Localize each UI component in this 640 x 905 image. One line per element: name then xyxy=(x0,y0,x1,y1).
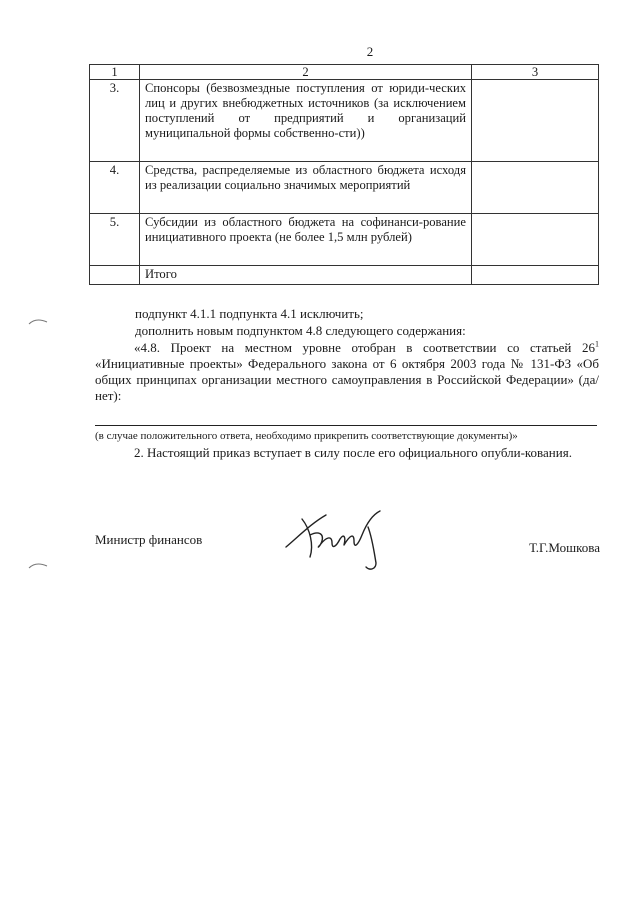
sources-table xyxy=(89,64,599,285)
table-row xyxy=(90,214,599,266)
paragraph-effective: 2. Настоящий приказ вступает в силу после его официального опубли-кования. xyxy=(134,445,572,460)
footnote: (в случае положительного ответа, необходимо прикрепить соответствующие документы)» xyxy=(95,430,518,442)
total-empty-cell xyxy=(90,266,140,285)
article-superscript: 1 xyxy=(595,339,599,349)
signer-position: Министр финансов xyxy=(95,532,203,547)
row-number: 5. xyxy=(90,214,140,266)
row-number: 3. xyxy=(90,80,140,162)
paragraph-4-8 xyxy=(95,340,599,404)
row-value xyxy=(472,162,599,214)
paragraph-4-8-part1: «4.8. Проект на местном уровне отобран в соответствии со статьей 26 xyxy=(134,340,595,355)
table-header-row xyxy=(90,65,599,80)
handwritten-signature xyxy=(280,505,410,575)
column-header: 1 xyxy=(90,65,140,80)
row-value xyxy=(472,80,599,162)
row-value xyxy=(472,214,599,266)
row-number: 4. xyxy=(90,162,140,214)
paragraph-exclude: подпункт 4.1.1 подпункта 4.1 исключить; xyxy=(135,306,364,321)
total-label: Итого xyxy=(140,266,472,285)
table-total-row xyxy=(90,266,599,285)
row-text: Субсидии из областного бюджета на софинанси-рование инициативного проекта (не более 1,5 млн рублей) xyxy=(140,214,472,266)
margin-mark xyxy=(28,316,48,326)
margin-mark xyxy=(28,560,48,570)
answer-line xyxy=(95,425,597,426)
total-value xyxy=(472,266,599,285)
signer-name: Т.Г.Мошкова xyxy=(529,540,600,555)
paragraph-add: дополнить новым подпунктом 4.8 следующего содержания: xyxy=(135,323,466,338)
row-text: Спонсоры (безвозмездные поступления от юриди-ческих лиц и других внебюджетных источников (за исключением поступлений от предприятий и организаций муниципальной формы собственно-сти)) xyxy=(140,80,472,162)
table-row xyxy=(90,80,599,162)
page-number: 2 xyxy=(366,44,374,59)
column-header: 2 xyxy=(140,65,472,80)
column-header: 3 xyxy=(472,65,599,80)
row-text: Средства, распределяемые из областного бюджета исходя из реализации социально значимых мероприятий xyxy=(140,162,472,214)
table-row xyxy=(90,162,599,214)
paragraph-4-8-part2: «Инициативные проекты» Федерального закона от 6 октября 2003 года № 131-ФЗ «Об общих принципах организации местного самоуправления в Российской Федерации» (да/нет): xyxy=(95,356,599,403)
